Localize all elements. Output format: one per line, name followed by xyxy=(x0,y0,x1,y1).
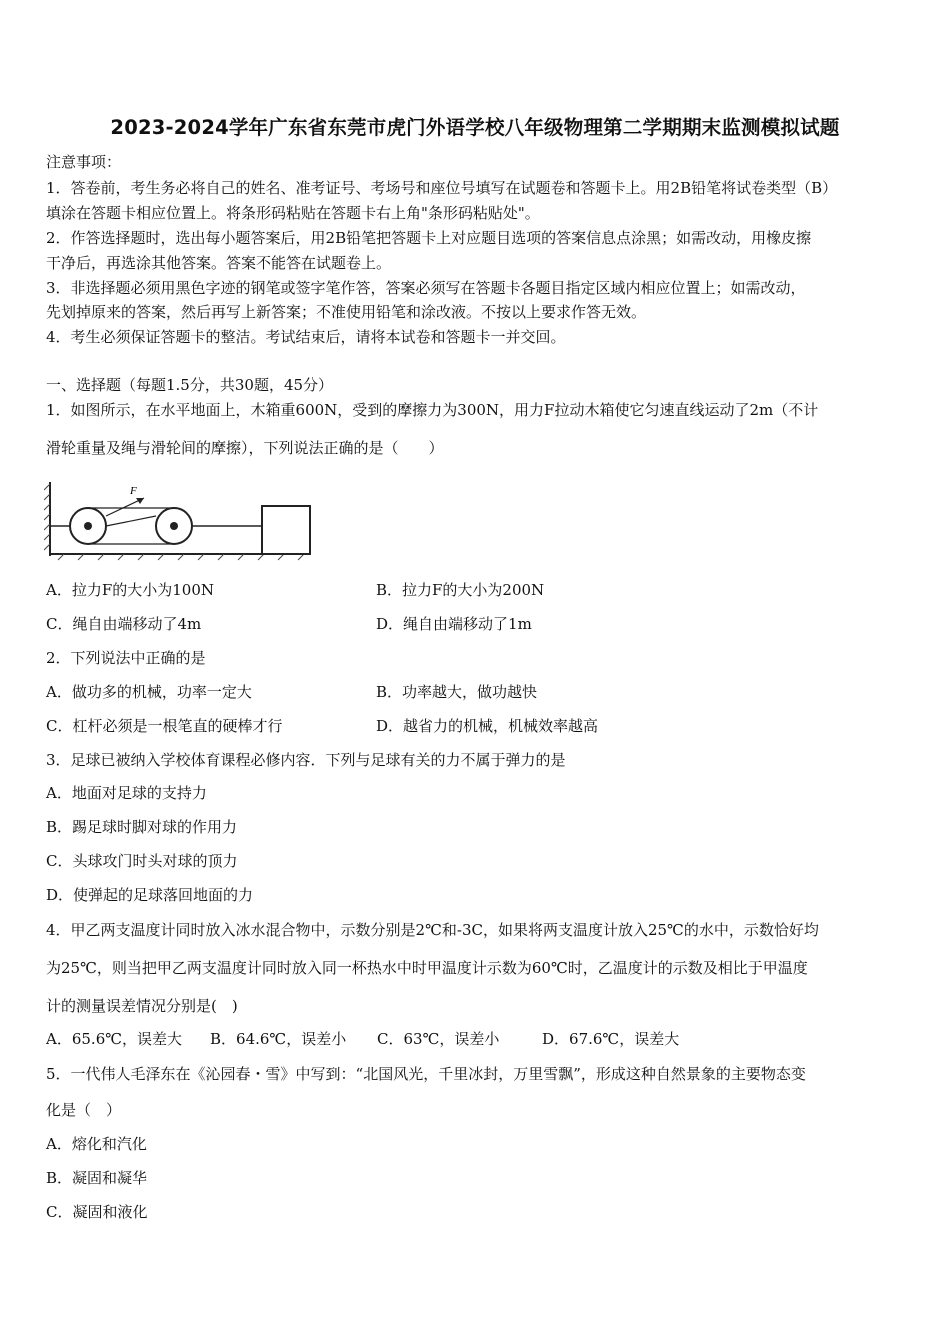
notice-line: 干净后，再选涂其他答案。答案不能答在试题卷上。 xyxy=(46,254,392,272)
page-title: 2023-2024学年广东省东莞市虎门外语学校八年级物理第二学期期末监测模拟试题 xyxy=(110,116,840,139)
left-pulley-axle xyxy=(84,522,92,530)
question-2-option-b: B．功率越大，做功越快 xyxy=(376,683,538,701)
question-4-stem: 计的测量误差情况分别是( ) xyxy=(46,997,238,1015)
notice-line: 4．考生必须保证答题卡的整洁。考试结束后，请将本试卷和答题卡一并交回。 xyxy=(46,328,566,346)
question-4-stem: 4．甲乙两支温度计同时放入冰水混合物中，示数分别是2℃和-3C，如果将两支温度计放入25℃的水中，示数恰好均 xyxy=(46,921,819,939)
question-5-stem: 化是（ ） xyxy=(46,1101,122,1119)
notice-line: 先划掉原来的答案，然后再写上新答案；不准使用铅笔和涂改液。不按以上要求作答无效。 xyxy=(46,303,647,321)
question-2-option-d: D．越省力的机械，机械效率越高 xyxy=(376,717,599,735)
question-1-stem: 滑轮重量及绳与滑轮间的摩擦），下列说法正确的是（ ） xyxy=(46,439,444,457)
question-3-option-a: A．地面对足球的支持力 xyxy=(46,784,207,802)
question-1-option-a: A．拉力F的大小为100N xyxy=(46,581,214,599)
notice-line: 3．非选择题必须用黑色字迹的钢笔或签字笔作答，答案必须写在答题卡各题目指定区域内相应位置上；如需改动， xyxy=(46,279,806,297)
question-5-option-a: A．熔化和汽化 xyxy=(46,1135,147,1153)
question-5-stem: 5．一代伟人毛泽东在《沁园春・雪》中写到：“北国风光，千里冰封，万里雪飘”，形成这种自然景象的主要物态变 xyxy=(46,1065,806,1083)
question-5-option-c: C．凝固和液化 xyxy=(46,1203,148,1221)
pulley-figure xyxy=(44,476,314,566)
question-4-option-a: A．65.6℃，误差大 xyxy=(46,1030,183,1048)
wooden-box xyxy=(262,506,310,554)
question-4-option-d: D．67.6℃，误差大 xyxy=(542,1030,680,1048)
rope-free-end xyxy=(106,516,156,526)
notice-heading: 注意事项： xyxy=(46,153,122,171)
question-3-option-d: D．使弹起的足球落回地面的力 xyxy=(46,886,254,904)
question-3-option-c: C．头球攻门时头对球的顶力 xyxy=(46,852,238,870)
question-2-option-c: C．杠杆必须是一根笔直的硬棒才行 xyxy=(46,717,283,735)
question-1-stem: 1．如图所示，在水平地面上，木箱重600N，受到的摩擦力为300N，用力F拉动木箱使它匀速直线运动了2m（不计 xyxy=(46,401,819,419)
question-5-option-b: B．凝固和凝华 xyxy=(46,1169,148,1187)
question-2-stem: 2．下列说法中正确的是 xyxy=(46,649,206,667)
question-1-option-d: D．绳自由端移动了1m xyxy=(376,615,532,633)
question-3-option-b: B．踢足球时脚对球的作用力 xyxy=(46,818,238,836)
question-1-option-b: B．拉力F的大小为200N xyxy=(376,581,545,599)
question-4-option-c: C．63℃，误差小 xyxy=(377,1030,500,1048)
notice-line: 1．答卷前，考生务必将自己的姓名、准考证号、考场号和座位号填写在试题卷和答题卡上。用2B铅笔将试卷类型（B） xyxy=(46,179,838,197)
question-4-option-b: B．64.6℃，误差小 xyxy=(210,1030,347,1048)
right-pulley-axle xyxy=(170,522,178,530)
question-3-stem: 3．足球已被纳入学校体育课程必修内容．下列与足球有关的力不属于弹力的是 xyxy=(46,751,566,769)
question-1-option-c: C．绳自由端移动了4m xyxy=(46,615,202,633)
section-heading: 一、选择题（每题1.5分，共30题，45分） xyxy=(46,376,334,394)
force-label: F xyxy=(130,485,137,497)
notice-line: 填涂在答题卡相应位置上。将条形码粘贴在答题卡右上角"条形码粘贴处"。 xyxy=(46,204,540,222)
notice-line: 2．作答选择题时，选出每小题答案后，用2B铅笔把答题卡上对应题目选项的答案信息点涂黑；如需改动，用橡皮擦 xyxy=(46,229,812,247)
question-4-stem: 为25℃，则当把甲乙两支温度计同时放入同一杯热水中时甲温度计示数为60℃时，乙温度计的示数及相比于甲温度 xyxy=(46,959,808,977)
question-2-option-a: A．做功多的机械，功率一定大 xyxy=(46,683,252,701)
